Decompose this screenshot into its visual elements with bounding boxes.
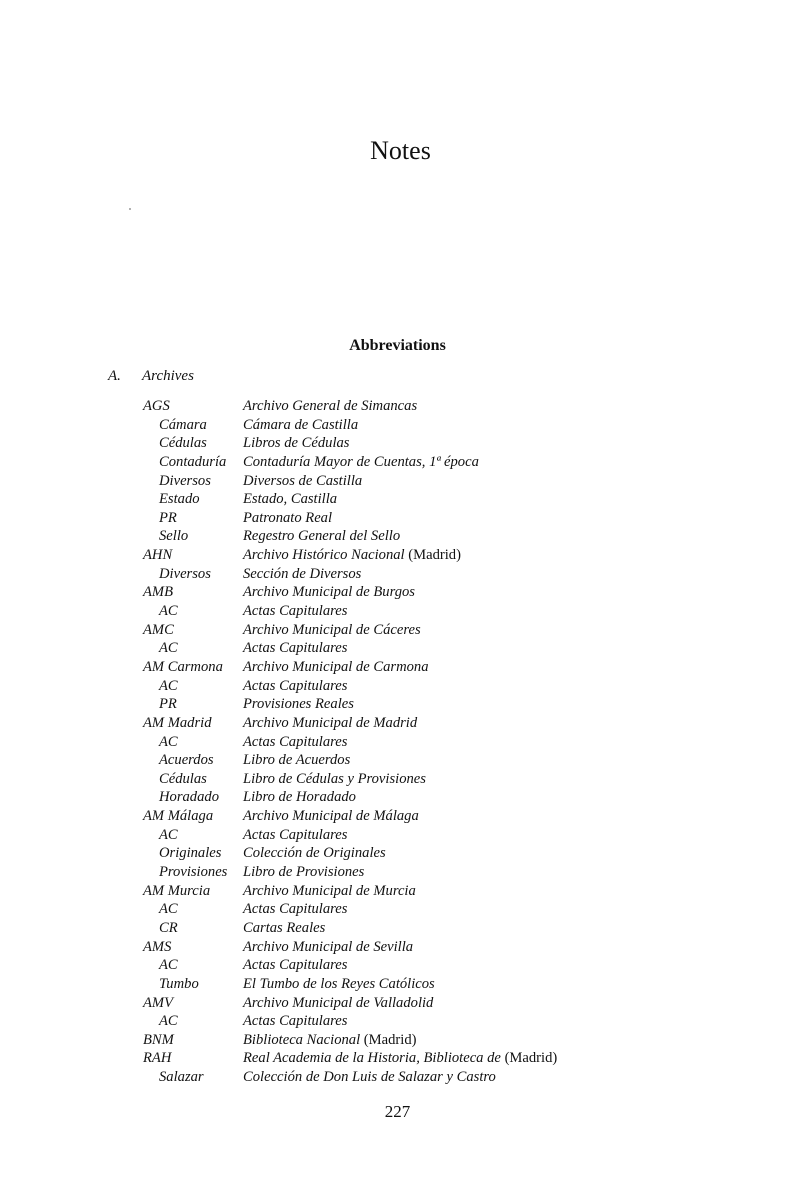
abbreviation-key: AMS — [143, 938, 172, 955]
abbreviation-value-text: Actas Capitulares — [243, 901, 348, 918]
abbreviation-key: AM Madrid — [143, 714, 212, 731]
abbreviation-key: Tumbo — [159, 975, 199, 992]
abbreviation-row — [143, 639, 557, 658]
abbreviation-row — [143, 938, 557, 957]
abbreviation-list — [143, 397, 557, 1087]
abbreviation-value-text: Archivo Municipal de Málaga — [243, 808, 419, 825]
abbreviation-value-text: Libros de Cédulas — [243, 435, 350, 452]
abbreviation-value — [243, 900, 347, 919]
abbreviation-row — [143, 434, 557, 453]
abbreviation-value-text: Archivo Municipal de Cáceres — [243, 621, 421, 638]
abbreviation-key: AMV — [143, 994, 173, 1011]
abbreviation-value-text: Libro de Provisiones — [243, 864, 365, 881]
abbreviation-row — [143, 844, 557, 863]
abbreviation-value-text: Actas Capitulares — [243, 1013, 348, 1030]
abbreviation-value — [243, 509, 332, 528]
abbreviation-value-text: Actas Capitulares — [243, 957, 348, 974]
abbreviation-value — [243, 416, 358, 435]
abbreviation-row — [143, 1068, 557, 1087]
abbreviation-row — [143, 900, 557, 919]
abbreviation-row — [143, 416, 557, 435]
abbreviation-value — [243, 695, 354, 714]
abbreviation-value — [243, 658, 429, 677]
abbreviation-row — [143, 919, 557, 938]
abbreviation-key: AC — [159, 677, 178, 694]
abbreviation-row — [143, 1031, 557, 1050]
abbreviation-row — [143, 677, 557, 696]
abbreviation-row — [143, 658, 557, 677]
abbreviation-row — [143, 565, 557, 584]
abbreviation-key: AHN — [143, 547, 173, 564]
abbreviation-value-text: Archivo Municipal de Valladolid — [243, 994, 434, 1011]
abbreviation-value-text: Actas Capitulares — [243, 640, 348, 657]
abbreviation-key: PR — [159, 509, 177, 526]
abbreviation-value — [243, 1012, 347, 1031]
abbreviation-value — [243, 956, 347, 975]
abbreviation-value — [243, 397, 417, 416]
abbreviation-value-text: Diversos de Castilla — [243, 472, 363, 489]
abbreviation-row — [143, 472, 557, 491]
abbreviation-key: AM Carmona — [143, 658, 223, 675]
abbreviation-key: Diversos — [159, 472, 211, 489]
abbreviation-row — [143, 546, 557, 565]
abbreviation-location: (Madrid) — [408, 547, 461, 564]
abbreviation-row — [143, 621, 557, 640]
abbreviation-row — [143, 397, 557, 416]
abbreviation-value-text: Real Academia de la Historia, Biblioteca de — [243, 1050, 501, 1067]
abbreviation-row — [143, 583, 557, 602]
abbreviation-value-text: El Tumbo de los Reyes Católicos — [243, 975, 435, 992]
abbreviation-value-text: Archivo General de Simancas — [243, 398, 418, 414]
abbreviation-value — [243, 677, 347, 696]
abbreviation-location: (Madrid) — [363, 1031, 417, 1048]
abbreviation-value — [243, 975, 435, 994]
abbreviation-value — [243, 1031, 416, 1050]
stray-mark — [129, 208, 131, 210]
abbreviation-value — [243, 583, 415, 602]
abbreviation-key: AMC — [143, 621, 174, 638]
abbreviation-row — [143, 788, 557, 807]
abbreviation-key: Cédulas — [159, 435, 207, 452]
abbreviation-key: Originales — [159, 845, 222, 862]
abbreviation-row — [143, 882, 557, 901]
abbreviation-value-text: Actas Capitulares — [243, 677, 348, 694]
page-number: 227 — [384, 1102, 411, 1121]
page-title: Notes — [370, 136, 431, 165]
abbreviation-row — [143, 770, 557, 789]
abbreviation-value-text: Regestro General del Sello — [243, 528, 401, 545]
abbreviation-row — [143, 695, 557, 714]
abbreviation-value — [243, 453, 479, 472]
abbreviation-row — [143, 956, 557, 975]
abbreviation-value-text: Cartas Reales — [243, 919, 326, 936]
abbreviation-value-text: Colección de Don Luis de Salazar y Castro — [243, 1069, 496, 1086]
abbreviation-value-text: Archivo Histórico Nacional — [243, 547, 405, 564]
abbreviation-key: Estado — [159, 491, 200, 508]
abbreviation-value-text: Archivo Municipal de Murcia — [243, 882, 416, 899]
abbreviation-key: AC — [159, 640, 178, 657]
abbreviation-row — [143, 863, 557, 882]
abbreviation-row — [143, 602, 557, 621]
abbreviation-value — [243, 714, 417, 733]
abbreviation-row — [143, 453, 557, 472]
abbreviation-value-text: Libro de Acuerdos — [243, 752, 351, 769]
abbreviation-row — [143, 1049, 557, 1068]
abbreviation-key: Horadado — [159, 789, 219, 806]
abbreviation-value-text: Actas Capitulares — [243, 826, 348, 843]
subsection-title: Archives — [142, 368, 194, 384]
abbreviation-row — [143, 1012, 557, 1031]
abbreviation-row — [143, 714, 557, 733]
abbreviation-value-text: Archivo Municipal de Carmona — [243, 658, 429, 675]
abbreviation-value — [243, 527, 400, 546]
abbreviation-row — [143, 751, 557, 770]
abbreviation-value — [243, 826, 347, 845]
abbreviation-value — [243, 565, 361, 584]
abbreviation-value-text: Provisiones Reales — [243, 696, 354, 713]
abbreviation-key: Sello — [159, 528, 189, 545]
abbreviation-value-text: Biblioteca Nacional — [243, 1031, 361, 1048]
abbreviation-value — [243, 770, 426, 789]
abbreviation-row — [143, 807, 557, 826]
abbreviation-value-text: Actas Capitulares — [243, 733, 348, 750]
abbreviation-value — [243, 882, 416, 901]
section-heading: Abbreviations — [349, 337, 446, 354]
abbreviation-row — [143, 490, 557, 509]
abbreviation-value — [243, 938, 413, 957]
abbreviation-row — [143, 509, 557, 528]
abbreviation-key: AC — [159, 1013, 178, 1030]
abbreviation-key: Contaduría — [159, 453, 227, 470]
abbreviation-key: CR — [159, 919, 178, 936]
abbreviation-key: AMB — [143, 584, 173, 601]
abbreviation-value — [243, 994, 433, 1013]
abbreviation-value — [243, 434, 350, 453]
abbreviation-value — [243, 919, 325, 938]
abbreviation-key: Cámara — [159, 416, 207, 433]
abbreviation-value — [243, 639, 347, 658]
abbreviation-row — [143, 975, 557, 994]
abbreviation-key: AC — [159, 957, 178, 974]
abbreviation-key: Acuerdos — [159, 752, 214, 769]
abbreviation-value — [243, 621, 421, 640]
abbreviation-row — [143, 733, 557, 752]
subsection-number: A. — [108, 368, 121, 384]
abbreviation-key: BNM — [143, 1031, 174, 1048]
abbreviation-key: AM Murcia — [143, 882, 211, 899]
abbreviation-key: AC — [159, 603, 178, 620]
abbreviation-key: AC — [159, 826, 178, 843]
abbreviation-value-text: Actas Capitulares — [243, 603, 348, 620]
abbreviation-key: Provisiones — [159, 864, 228, 881]
abbreviation-value-text: Archivo Municipal de Sevilla — [243, 938, 414, 955]
abbreviation-value — [243, 751, 350, 770]
abbreviation-value — [243, 490, 337, 509]
abbreviation-location: (Madrid) — [504, 1050, 558, 1067]
abbreviation-key: Salazar — [159, 1069, 204, 1086]
abbreviation-value — [243, 602, 347, 621]
abbreviation-value-text: Sección de Diversos — [243, 565, 362, 582]
abbreviation-value — [243, 1068, 496, 1087]
abbreviation-value — [243, 788, 356, 807]
abbreviation-key: AC — [159, 901, 178, 918]
abbreviation-row — [143, 994, 557, 1013]
abbreviation-key: AM Málaga — [143, 808, 214, 825]
abbreviation-value-text: Libro de Horadado — [243, 789, 356, 806]
abbreviation-value-text: Cámara de Castilla — [243, 416, 359, 433]
abbreviation-value — [243, 807, 419, 826]
abbreviation-key: AGS — [143, 398, 170, 414]
abbreviation-value-text: Colección de Originales — [243, 845, 386, 862]
abbreviation-value-text: Libro de Cédulas y Provisiones — [243, 770, 426, 787]
abbreviation-value-text: Patronato Real — [243, 509, 333, 526]
abbreviation-value — [243, 546, 461, 565]
abbreviation-value-text: Contaduría Mayor de Cuentas, 1ª época — [243, 453, 479, 470]
subsection-label — [108, 368, 194, 385]
abbreviation-value-text: Estado, Castilla — [243, 491, 338, 508]
abbreviation-key: AC — [159, 733, 178, 750]
abbreviation-value — [243, 863, 364, 882]
abbreviation-key: Cédulas — [159, 770, 207, 787]
abbreviation-value-text: Archivo Municipal de Burgos — [243, 584, 415, 601]
abbreviation-key: RAH — [143, 1050, 172, 1067]
abbreviation-value-text: Archivo Municipal de Madrid — [243, 714, 418, 731]
abbreviation-value — [243, 1049, 557, 1068]
abbreviation-key: Diversos — [159, 565, 211, 582]
abbreviation-row — [143, 826, 557, 845]
abbreviation-value — [243, 733, 347, 752]
abbreviation-value — [243, 472, 362, 491]
abbreviation-row — [143, 527, 557, 546]
abbreviation-value — [243, 844, 386, 863]
abbreviation-key: PR — [159, 696, 177, 713]
